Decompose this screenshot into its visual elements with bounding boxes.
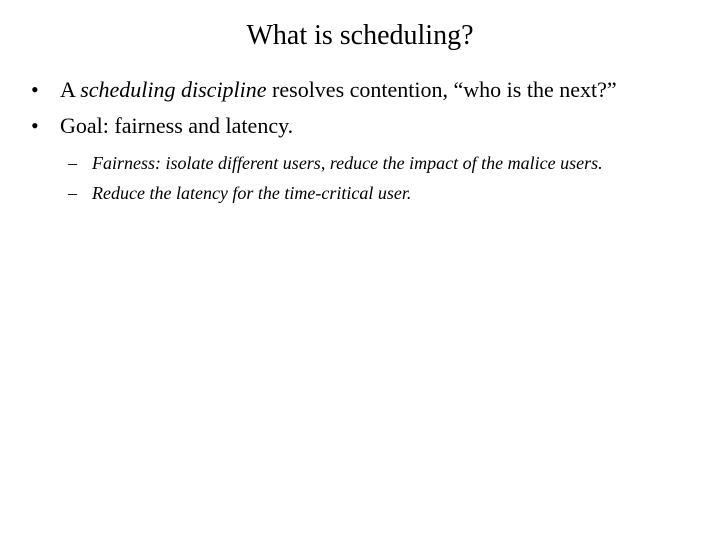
sub-bullet-marker: – (68, 153, 77, 173)
sub-bullet-marker: – (68, 183, 77, 203)
bullet-marker: • (31, 77, 39, 102)
bullet-list (0, 72, 720, 208)
slide-title: What is scheduling? (246, 20, 474, 51)
bullet-item-goal (0, 108, 720, 144)
bullet-text: Goal: fairness and latency. (60, 113, 294, 138)
bullet-text-suffix: resolves contention, “who is the next?” (266, 77, 617, 102)
bullet-text (60, 72, 617, 108)
sub-bullet-text: Fairness: isolate different users, reduce the impact of the malice users. (92, 153, 603, 173)
sub-bullet-item-fairness (0, 148, 720, 178)
bullet-item-scheduling-discipline (0, 72, 720, 108)
sub-bullet-text: Reduce the latency for the time-critical user. (92, 183, 412, 203)
bullet-text-emphasis: scheduling discipline (80, 77, 267, 102)
bullet-marker: • (31, 113, 39, 138)
sub-bullet-item-latency (0, 178, 720, 208)
bullet-text-prefix: A (60, 77, 81, 102)
sub-bullet-list (0, 148, 720, 208)
